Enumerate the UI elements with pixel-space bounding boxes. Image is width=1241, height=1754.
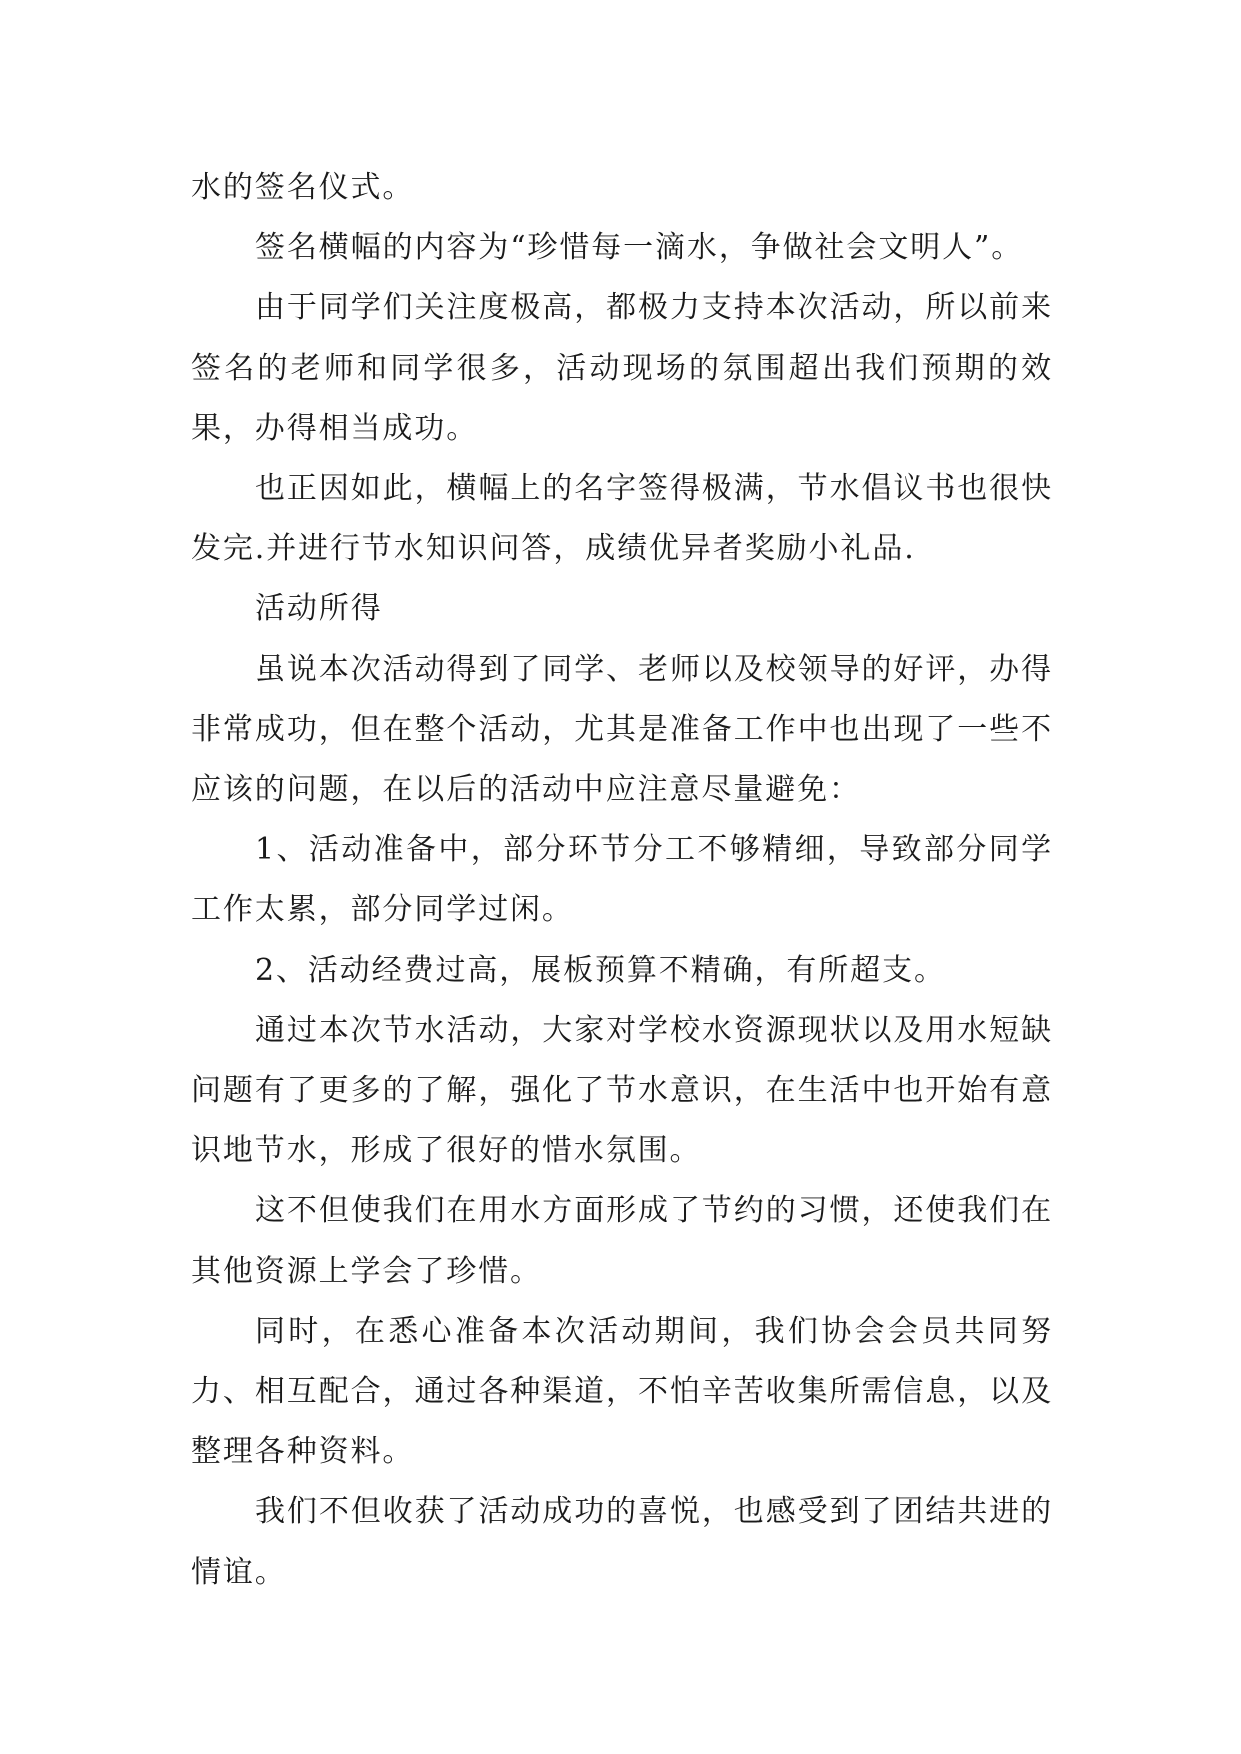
paragraph: 通过本次节水活动，大家对学校水资源现状以及用水短缺问题有了更多的了解，强化了节水意识，在生活中也开始有意识地节水，形成了很好的惜水氛围。 [191,1012,1053,1169]
document-body [191,158,1053,1603]
paragraph: 这不但使我们在用水方面形成了节约的习惯，还使我们在其他资源上学会了珍惜。 [191,1193,1053,1289]
section-heading: 活动所得 [255,591,383,627]
paragraph: 虽说本次活动得到了同学、老师以及校领导的好评，办得非常成功，但在整个活动，尤其是准备工作中也出现了一些不应该的问题，在以后的活动中应注意尽量避免： [191,651,1053,808]
paragraph: 同时，在悉心准备本次活动期间，我们协会会员共同努力、相互配合，通过各种渠道，不怕辛苦收集所需信息，以及整理各种资料。 [191,1313,1053,1470]
list-item: 1、活动准备中，部分环节分工不够精细，导致部分同学工作太累，部分同学过闲。 [191,832,1053,928]
paragraph: 我们不但收获了活动成功的喜悦，也感受到了团结共进的情谊。 [191,1494,1053,1590]
paragraph: 也正因如此，横幅上的名字签得极满，节水倡议书也很快发完.并进行节水知识问答，成绩优异者奖励小礼品. [191,471,1053,567]
list-item: 2、活动经费过高，展板预算不精确，有所超支。 [255,952,946,988]
paragraph: 水的签名仪式。 [191,170,415,205]
paragraph: 签名横幅的内容为“珍惜每一滴水，争做社会文明人”。 [255,230,1024,266]
paragraph: 由于同学们关注度极高，都极力支持本次活动，所以前来签名的老师和同学很多，活动现场的氛围超出我们预期的效果，办得相当成功。 [191,290,1053,446]
